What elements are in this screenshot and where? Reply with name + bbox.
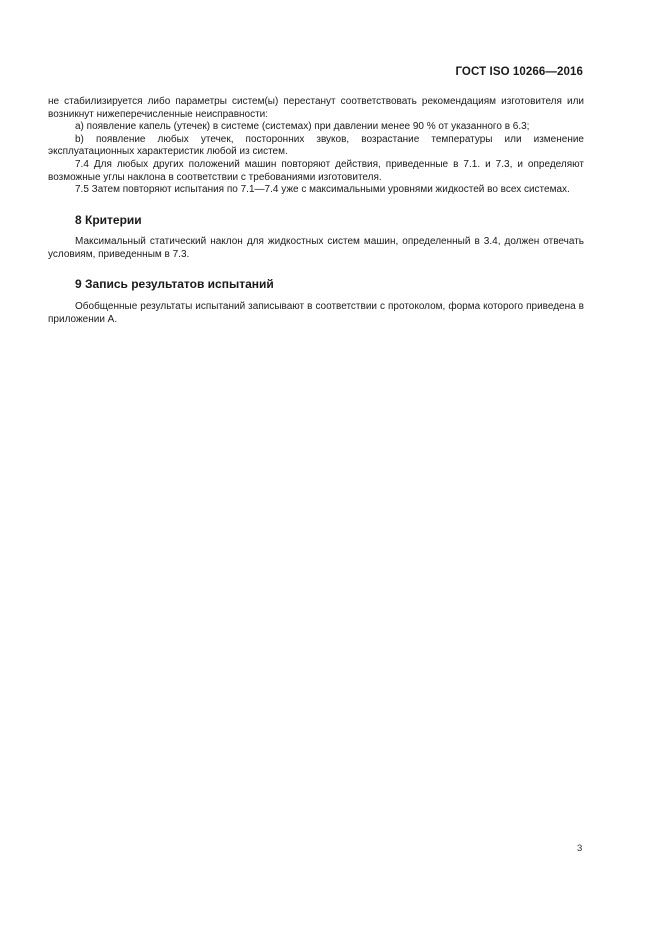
list-item-a: a) появление капель (утечек) в системе (системах) при давлении менее 90 % от указанного в 6.3; xyxy=(75,121,530,133)
list-item-b: b) появление любых утечек, посторонних звуков, возрастание температуры или изменение эксплуатационных характеристик любой из систем. xyxy=(48,133,584,158)
paragraph-criteria: Максимальный статический наклон для жидкостных систем машин, определенный в 3.4, должен отвечать условиям, приведенным в 7.3. xyxy=(48,236,584,260)
document-id-header: ГОСТ ISO 10266—2016 xyxy=(455,66,583,78)
section-heading-results: 9 Запись результатов испытаний xyxy=(75,276,274,291)
paragraph-7-4: 7.4 Для любых других положений машин повторяют действия, приведенные в 7.1. и 7.3, и определяют возможные углы наклона в соответствии с требованиями изготовителя. xyxy=(48,158,584,183)
page-body xyxy=(48,96,584,326)
section-heading-criteria: 8 Критерии xyxy=(75,212,142,227)
paragraph-results: Обобщенные результаты испытаний записывают в соответствии с протоколом, форма которого приведена в приложении А. xyxy=(48,301,584,325)
paragraph-intro: не стабилизируется либо параметры систем(ы) перестанут соответствовать рекомендациям изготовителя или возникнут нижеперечисленные неисправности: xyxy=(48,96,584,120)
page-number: 3 xyxy=(577,843,583,854)
paragraph-7-5: 7.5 Затем повторяют испытания по 7.1—7.4 уже с максимальными уровнями жидкостей во всех системах. xyxy=(75,184,570,196)
